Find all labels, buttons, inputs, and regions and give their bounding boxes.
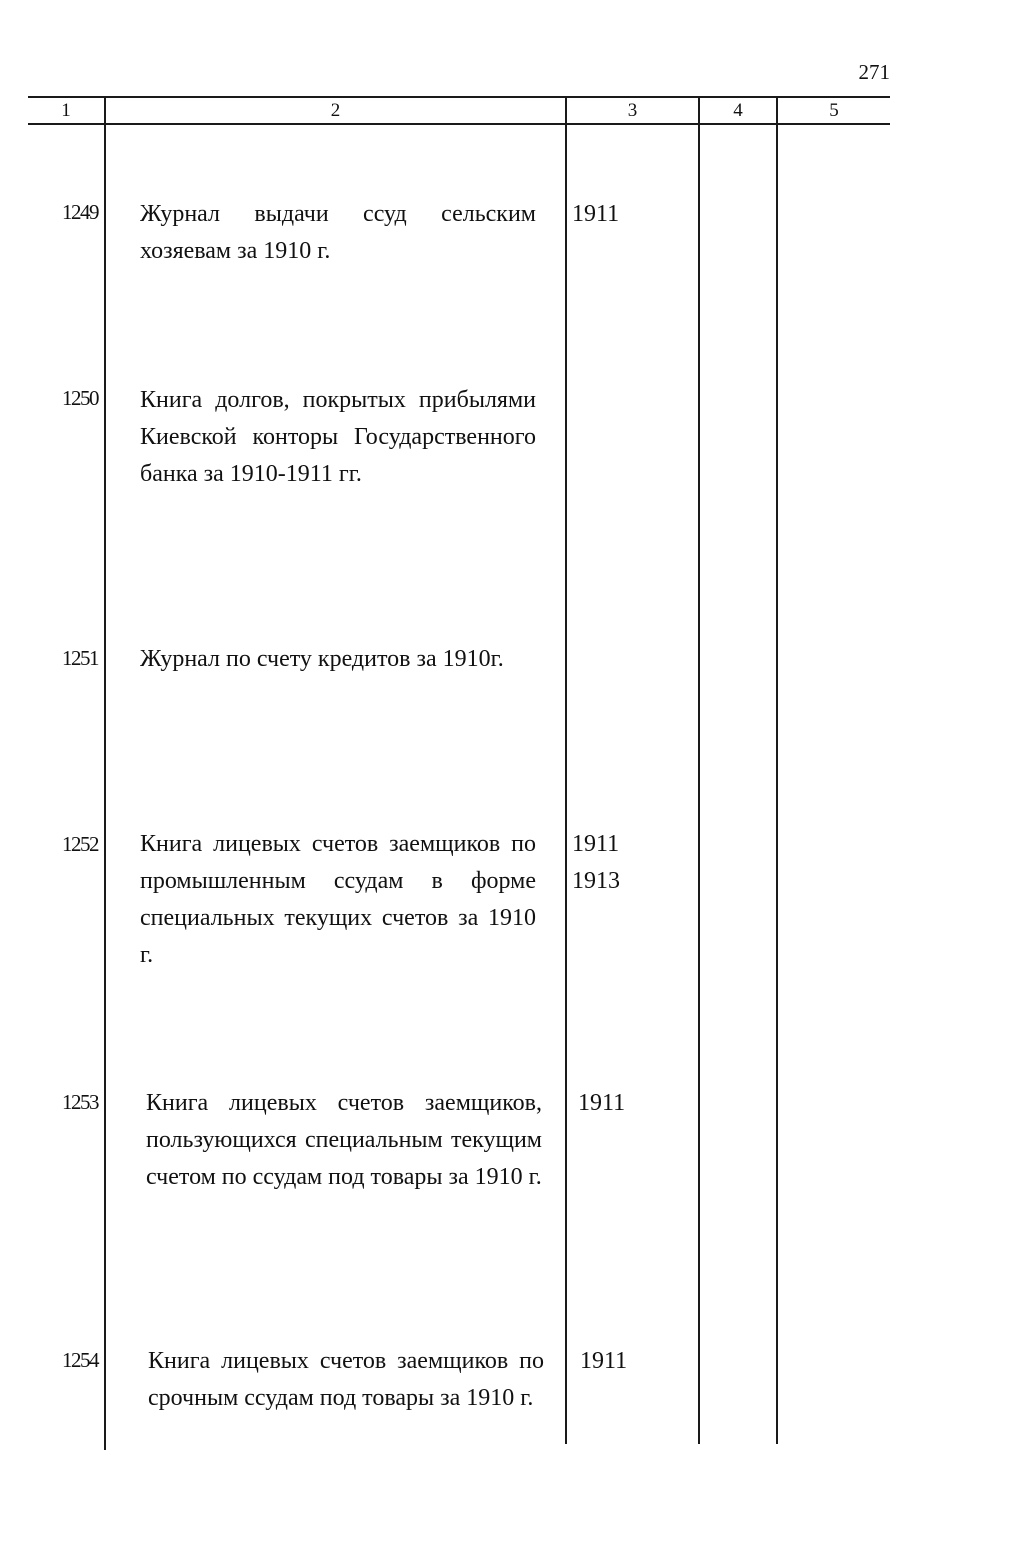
row-number: 1249 (62, 200, 98, 224)
row-title: Книга лицевых счетов заемщиков по срочным ссудам под товары за 1910 г. (148, 1348, 544, 1411)
page-number: 271 (858, 60, 890, 84)
row-number: 1250 (62, 386, 98, 410)
column-header-2: 2 (330, 100, 341, 121)
column-divider-4 (776, 96, 778, 1444)
row-years: 1911 (580, 1348, 628, 1374)
row-years: 1911 1913 (572, 831, 620, 894)
row-title: Журнал по счету кредитов за 1910г. (140, 646, 504, 672)
row-number: 1251 (62, 646, 98, 670)
column-divider-3 (698, 96, 700, 1444)
row-title: Журнал выдачи ссуд сельским хозяевам за 1910 г. (140, 201, 536, 264)
column-divider-1 (104, 96, 106, 1450)
row-title: Книга лицевых счетов заемщиков, пользующихся специальным текущим счетом по ссудам под товары за 1910 г. (146, 1090, 542, 1190)
row-years: 1911 (578, 1090, 626, 1116)
row-number: 1254 (62, 1348, 98, 1372)
column-header-5: 5 (829, 100, 839, 121)
header-bottom-rule (28, 123, 890, 125)
column-divider-2 (565, 96, 567, 1444)
column-header-3: 3 (627, 100, 638, 121)
row-number: 1253 (62, 1090, 98, 1114)
row-years: 1911 (572, 201, 620, 227)
row-title: Книга долгов, покрытых прибылями Киевской конторы Государственного банка за 1910-1911 гг. (140, 387, 536, 487)
row-title: Книга лицевых счетов заемщиков по промышленным ссудам в форме специальных текущих счетов за 1910 г. (140, 831, 536, 968)
column-header-1: 1 (61, 100, 71, 121)
column-header-4: 4 (733, 100, 743, 121)
row-number: 1252 (62, 832, 98, 856)
header-top-rule (28, 96, 890, 98)
